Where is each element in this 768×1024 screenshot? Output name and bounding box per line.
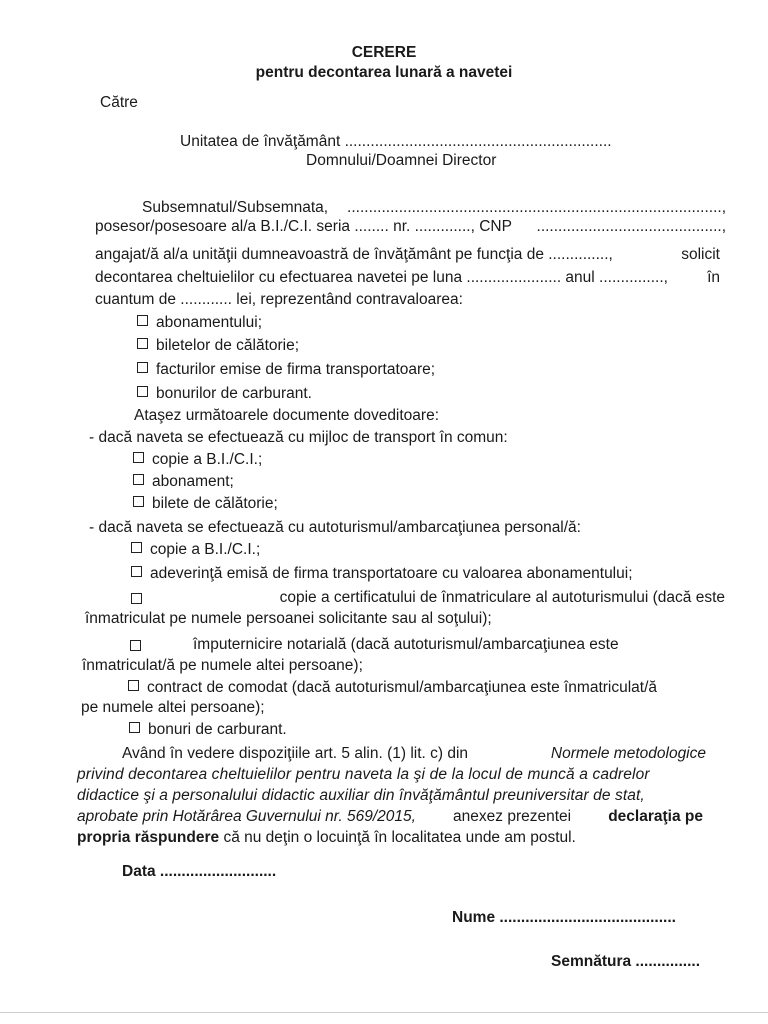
personal-item-loan-contract: contract de comodat (dacă autoturismul/ambarcaţiunea este înmatriculat/ă [128, 678, 657, 698]
option-fuel: bonurilor de carburant. [137, 384, 312, 404]
declaration-line-3: didactice şi a personalului didactic auxiliar din învăţământul preuniversitar de stat, [77, 787, 645, 804]
public-item-subscription: abonament; [133, 472, 234, 492]
undersigned-label: Subsemnatul/Subsemnata, [142, 199, 329, 216]
personal-item-certificate-issued: adeverinţă emisă de firma transportatoare cu valoarea abonamentului; [131, 564, 633, 584]
personal-item-power-of-attorney-cont: înmatriculat/ă pe numele altei persoane); [82, 657, 363, 674]
public-item-tickets: bilete de călătorie; [133, 494, 278, 514]
personal-vehicle-heading: - dacă naveta se efectuează cu autoturismul/ambarcaţiunea personal/ă: [89, 519, 581, 536]
addressee-unit: Unitatea de învăţământ .............................................................. [180, 133, 612, 150]
employee-text: angajat/ă al/a unităţii dumneavoastră de învăţământ pe funcţia de .............., [95, 246, 613, 263]
personal-item-power-of-attorney: împuternicire notarială (dacă autoturismul/ambarcaţiunea este [130, 635, 708, 655]
declaration-line-4: aprobate prin Hotărârea Guvernului nr. 569/2015, anexez prezentei declaraţia pe [77, 808, 703, 825]
checkbox-icon[interactable] [137, 338, 148, 349]
personal-item-loan-contract-cont: pe numele altei persoane); [81, 699, 265, 716]
body-line-2 [95, 217, 726, 237]
request-word: solicit [681, 246, 720, 263]
checkbox-icon[interactable] [130, 640, 141, 651]
personal-item-registration: copie a certificatului de înmatriculare al autoturismului (dacă este [131, 588, 725, 608]
attachments-intro: Ataşez următoarele documente doveditoare: [134, 407, 440, 424]
personal-item-registration-cont: înmatriculat pe numele persoanei solicitante sau al soţului); [85, 610, 492, 627]
declaration-line-2: privind decontarea cheltuielilor pentru naveta la şi de la locul de muncă a cadrelor [77, 766, 650, 783]
body-line-1 [142, 198, 726, 218]
document-subtitle: pentru decontarea lunară a navetei [255, 64, 513, 81]
checkbox-icon[interactable] [129, 722, 140, 733]
name-field: Nume ......................................... [452, 909, 676, 926]
checkbox-icon[interactable] [128, 680, 139, 691]
body-line-3 [95, 245, 720, 265]
checkbox-icon[interactable] [137, 315, 148, 326]
checkbox-icon[interactable] [131, 542, 142, 553]
declaration-line-1: Având în vedere dispoziţiile art. 5 alin. (1) lit. c) din Normele metodologice [122, 745, 706, 762]
public-item-id-copy: copie a B.I./C.I.; [133, 450, 262, 470]
body-line-5: cuantum de ............ lei, reprezentând contravaloarea: [95, 291, 463, 308]
id-series-text: posesor/posesoare al/a B.I./C.I. seria ........ nr. ............., CNP [95, 218, 512, 235]
option-tickets: biletelor de călătorie; [137, 336, 299, 356]
checkbox-icon[interactable] [133, 452, 144, 463]
settlement-text: decontarea cheltuielilor cu efectuarea navetei pe luna ...................... anul ..............., [95, 269, 668, 286]
personal-item-id-copy: copie a B.I./C.I.; [131, 540, 260, 560]
checkbox-icon[interactable] [131, 593, 142, 604]
option-subscription: abonamentului; [137, 313, 262, 333]
personal-item-fuel-receipts: bonuri de carburant. [129, 720, 287, 740]
checkbox-icon[interactable] [133, 474, 144, 485]
declaration-line-5: propria răspundere că nu deţin o locuinţă în localitatea unde am postul. [77, 829, 576, 846]
scan-edge-line [0, 1012, 768, 1013]
undersigned-dots: ......................................................................................., [347, 199, 726, 216]
addressee-director: Domnului/Doamnei Director [306, 152, 497, 169]
addressee-to: Către [100, 94, 138, 111]
checkbox-icon[interactable] [133, 496, 144, 507]
public-transport-heading: - dacă naveta se efectuează cu mijloc de transport în comun: [89, 429, 508, 446]
option-invoices: facturilor emise de firma transportatoare; [137, 360, 435, 380]
checkbox-icon[interactable] [137, 362, 148, 373]
document-title: CERERE [351, 44, 417, 61]
signature-field: Semnătura ............... [551, 953, 701, 970]
in-word: în [707, 269, 720, 286]
cnp-dots: ..........................................., [536, 218, 726, 235]
checkbox-icon[interactable] [137, 386, 148, 397]
date-field: Data ........................... [122, 863, 277, 880]
body-line-4 [95, 268, 720, 288]
checkbox-icon[interactable] [131, 566, 142, 577]
